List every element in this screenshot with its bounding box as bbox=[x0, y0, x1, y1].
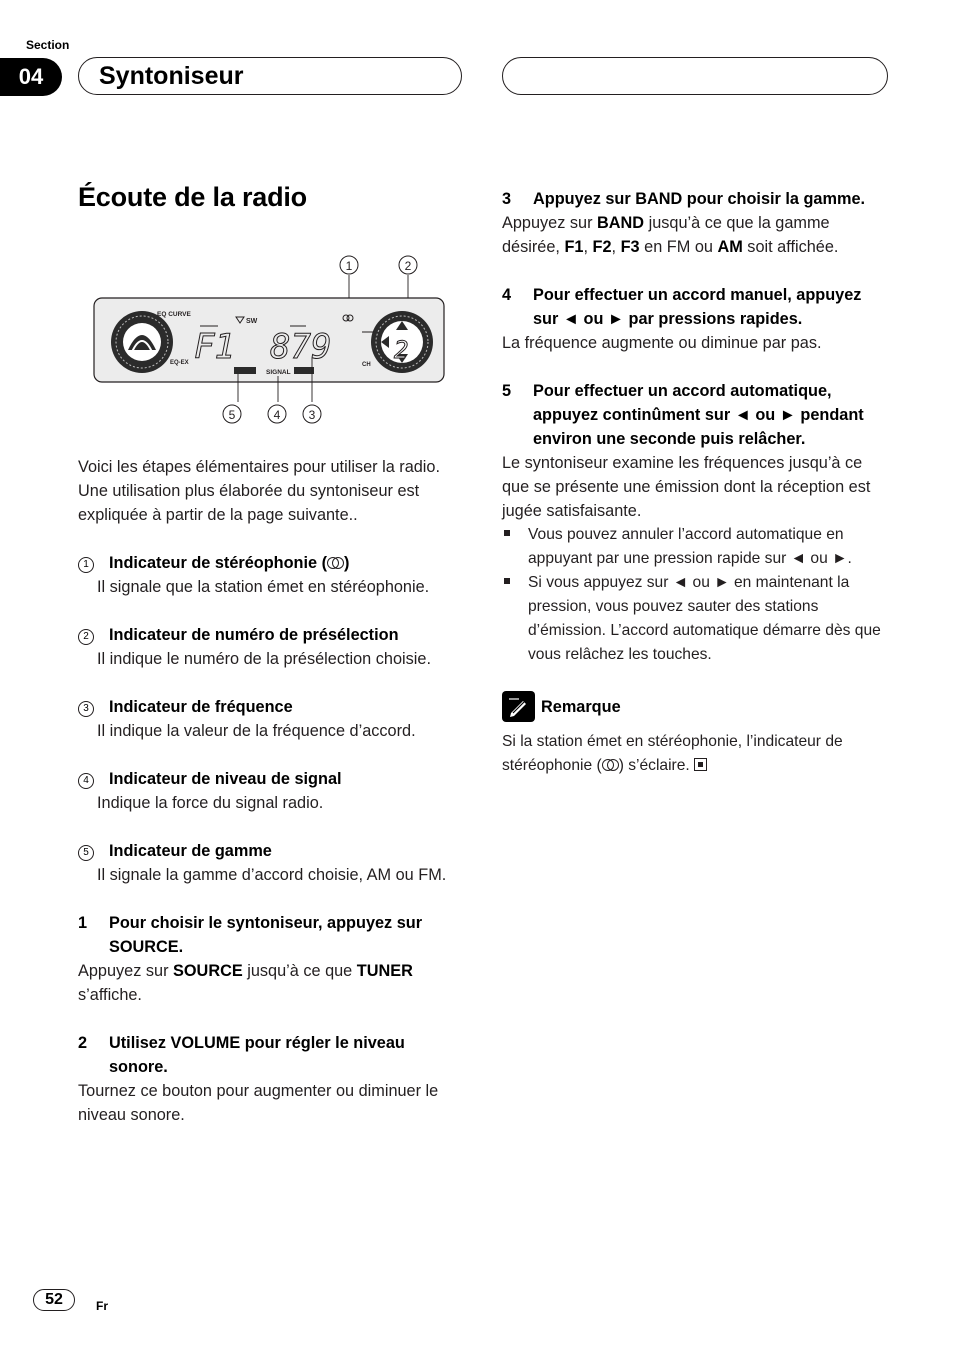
callout-1-label: 1 bbox=[345, 259, 353, 273]
indicator-desc: Il indique la valeur de la fréquence d’accord. bbox=[97, 722, 416, 740]
section-label: Section bbox=[26, 38, 70, 52]
item-number: 2 bbox=[78, 629, 94, 645]
callout-3-label: 3 bbox=[308, 408, 316, 422]
item-number: 3 bbox=[78, 701, 94, 717]
item-number: 1 bbox=[78, 557, 94, 573]
bullet-icon bbox=[502, 571, 528, 667]
bullet-icon bbox=[502, 523, 528, 571]
indicator-title: Indicateur de niveau de signal bbox=[109, 770, 342, 788]
end-mark-icon bbox=[694, 758, 707, 771]
eq-curve-label: EQ CURVE bbox=[157, 311, 191, 318]
eq-ex-label: EQ-EX bbox=[170, 360, 189, 366]
indicator-desc: Il signale la gamme d’accord choisie, AM ou FM. bbox=[97, 866, 447, 884]
stereo-icon bbox=[602, 759, 619, 771]
ch-label: CH bbox=[362, 362, 371, 368]
step-body: La fréquence augmente ou diminue par pas. bbox=[502, 334, 822, 352]
pencil-note-icon bbox=[502, 691, 535, 722]
page-title: Écoute de la radio bbox=[78, 182, 307, 212]
note-text: Si la station émet en stéréophonie, l’indicateur de stéréophonie ( ) s’éclaire. bbox=[502, 733, 843, 774]
indicator-title-end: ) bbox=[344, 554, 350, 572]
callout-5 bbox=[223, 405, 241, 423]
indicator-title: Indicateur de numéro de présélection bbox=[109, 626, 399, 644]
callout-5-label: 5 bbox=[228, 408, 236, 422]
step-number: 3 bbox=[502, 190, 512, 208]
indicator-item bbox=[78, 767, 464, 815]
preset-display: 2 bbox=[394, 336, 409, 364]
indicator-desc: Indique la force du signal radio. bbox=[97, 794, 324, 812]
language-code: Fr bbox=[96, 1299, 108, 1313]
indicator-item bbox=[78, 695, 464, 743]
step-heading: Appuyez sur BAND pour choisir la gamme. bbox=[533, 190, 866, 208]
page-number: 52 bbox=[33, 1289, 75, 1311]
indicator-desc: Il signale que la station émet en stéréophonie. bbox=[97, 578, 430, 596]
step-number: 4 bbox=[502, 286, 512, 304]
tuner-display-figure bbox=[90, 250, 450, 430]
indicator-item bbox=[78, 551, 464, 599]
intro-paragraph: Voici les étapes élémentaires pour utiliser la radio. Une utilisation plus élaborée du syntoniseur est expliquée à partir de la page suivante.. bbox=[78, 458, 440, 524]
chapter-title-text: Syntoniseur bbox=[99, 61, 244, 90]
callout-4-label: 4 bbox=[273, 408, 281, 422]
left-column bbox=[78, 455, 464, 1127]
step-heading: Pour choisir le syntoniseur, appuyez sur SOURCE. bbox=[109, 914, 423, 956]
left-knob-icon bbox=[111, 311, 173, 373]
step-body: Appuyez sur SOURCE jusqu’à ce que TUNER s’affiche. bbox=[78, 962, 413, 1004]
indicator-title: Indicateur de fréquence bbox=[109, 698, 293, 716]
right-column bbox=[502, 187, 890, 778]
stereo-icon bbox=[327, 557, 344, 569]
step-number: 5 bbox=[502, 382, 512, 400]
step-heading: Utilisez VOLUME pour régler le niveau sonore. bbox=[109, 1034, 405, 1076]
bullet-item: Si vous appuyez sur ◄ ou ► en maintenant la pression, vous pouvez sauter des stations d’émission. L’accord automatique démarre dès que vous relâchez les touches. bbox=[502, 571, 890, 667]
indicator-item bbox=[78, 839, 464, 887]
callout-4 bbox=[268, 405, 286, 423]
item-number: 5 bbox=[78, 845, 94, 861]
item-number: 4 bbox=[78, 773, 94, 789]
step-3 bbox=[502, 187, 890, 259]
step-body: Appuyez sur BAND jusqu’à ce que la gamme désirée, F1, F2, F3 en FM ou AM soit affichée. bbox=[502, 214, 839, 256]
step-4 bbox=[502, 283, 890, 355]
callout-2 bbox=[399, 256, 417, 274]
signal-label: SIGNAL bbox=[266, 369, 291, 376]
sw-label: SW bbox=[246, 318, 258, 325]
band-display: F1 bbox=[194, 327, 235, 367]
signal-bar-right bbox=[294, 367, 314, 374]
step-heading: Pour effectuer un accord manuel, appuyez sur ◄ ou ► par pressions rapides. bbox=[533, 286, 862, 328]
callout-2-label: 2 bbox=[404, 259, 412, 273]
step-number: 1 bbox=[78, 914, 88, 932]
empty-header-pill bbox=[502, 57, 888, 95]
signal-bar-left bbox=[234, 367, 256, 374]
indicator-title: Indicateur de gamme bbox=[109, 842, 272, 860]
note-box bbox=[502, 691, 890, 778]
step-body: Tournez ce bouton pour augmenter ou diminuer le niveau sonore. bbox=[78, 1082, 439, 1124]
note-title: Remarque bbox=[541, 697, 621, 716]
step-number: 2 bbox=[78, 1034, 88, 1052]
step-body: Le syntoniseur examine les fréquences jusqu’à ce que se présente une émission dont la réception est jugée satisfaisante. bbox=[502, 454, 871, 520]
step-5 bbox=[502, 379, 890, 667]
indicator-item bbox=[78, 623, 464, 671]
step-heading: Pour effectuer un accord automatique, appuyez continûment sur ◄ ou ► pendant environ une seconde puis relâcher. bbox=[533, 382, 864, 448]
bullet-item: Vous pouvez annuler l’accord automatique en appuyant par une pression rapide sur ◄ ou ►. bbox=[502, 523, 890, 571]
indicator-title: Indicateur de stéréophonie ( bbox=[109, 554, 328, 572]
step-2 bbox=[78, 1031, 464, 1127]
indicator-desc: Il indique le numéro de la présélection choisie. bbox=[97, 650, 431, 668]
callout-1 bbox=[340, 256, 358, 274]
frequency-display: 879 bbox=[270, 327, 332, 367]
step-1 bbox=[78, 911, 464, 1007]
section-number-badge: 04 bbox=[0, 58, 62, 96]
tuner-display-illustration bbox=[90, 250, 450, 430]
callout-3 bbox=[303, 405, 321, 423]
chapter-title bbox=[78, 57, 462, 95]
